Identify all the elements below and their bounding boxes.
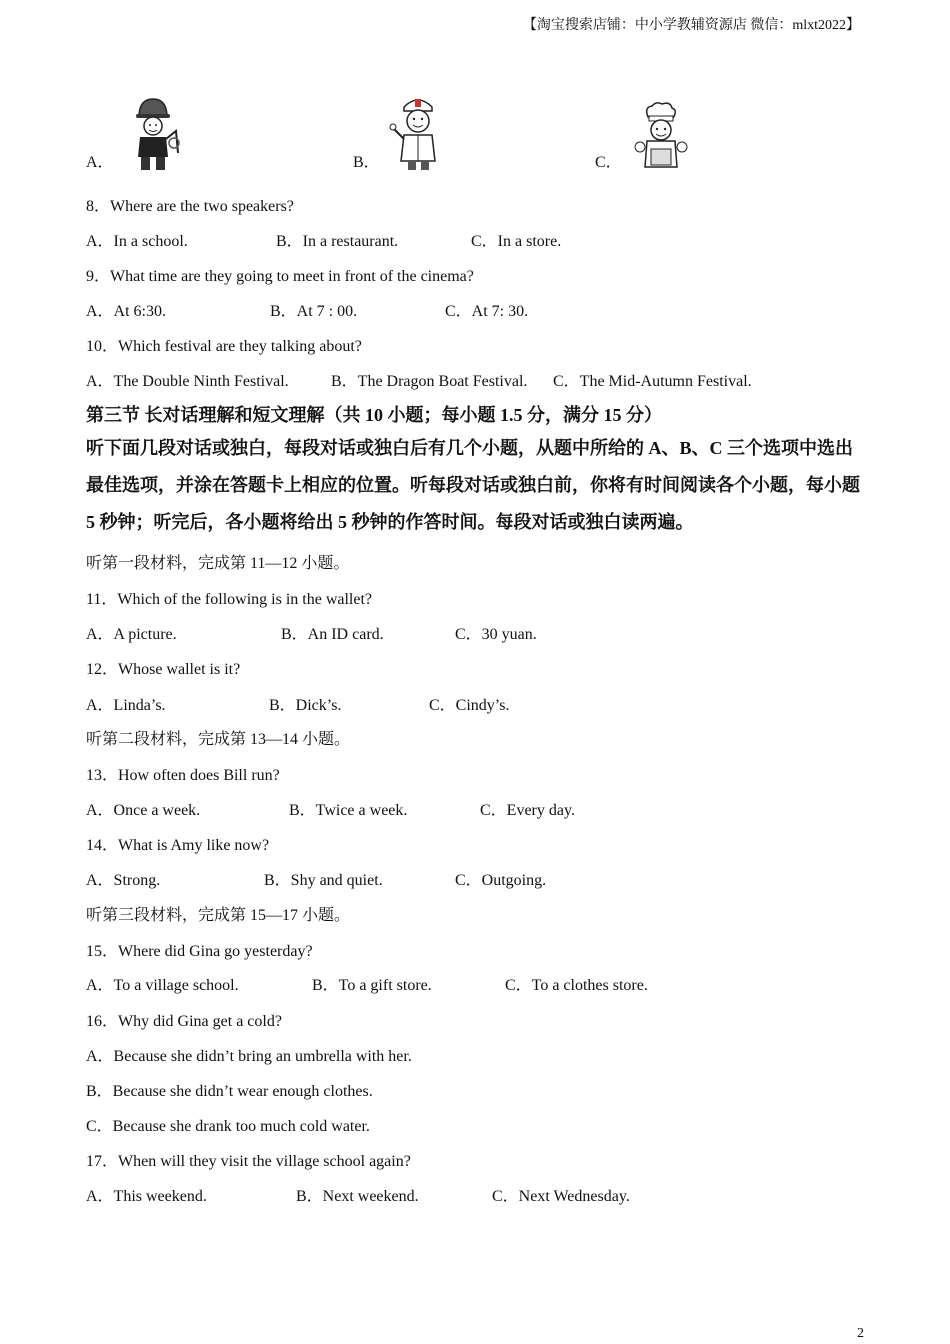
option-a[interactable]: A．A picture. (86, 626, 177, 643)
question-11: 11．Which of the following is in the wallet? (86, 591, 373, 608)
question-13: 13．How often does Bill run? (86, 767, 280, 784)
option-label: C． (595, 154, 622, 171)
option-c[interactable]: C．Outgoing. (455, 872, 547, 889)
question-8-options (86, 228, 561, 251)
option-b[interactable]: B．Shy and quiet. (264, 872, 383, 889)
question-16: 16．Why did Gina get a cold? (86, 1013, 282, 1030)
question-12: 12．Whose wallet is it? (86, 661, 241, 678)
question-10-options (86, 368, 752, 391)
option-label: B． (353, 154, 380, 171)
option-c[interactable]: C．In a store. (471, 233, 562, 250)
part-2-heading: 听第二段材料，完成第 13—14 小题。 (86, 731, 351, 748)
option-a[interactable]: A．In a school. (86, 233, 188, 250)
q7-option-c[interactable] (595, 101, 690, 173)
option-a[interactable]: A．At 6:30. (86, 303, 167, 320)
option-a[interactable]: A．Because she didn’t bring an umbrella with her. (86, 1048, 412, 1065)
option-b[interactable]: B．To a gift store. (312, 977, 432, 994)
option-a[interactable]: A．To a village school. (86, 977, 239, 994)
question-12-options (86, 692, 509, 715)
option-a[interactable]: A．The Double Ninth Festival. (86, 373, 289, 390)
q7-picture-options (86, 78, 866, 173)
question-8: 8．Where are the two speakers? (86, 198, 294, 215)
question-17: 17．When will they visit the village school again? (86, 1153, 411, 1170)
part-1-heading: 听第一段材料，完成第 11—12 小题。 (86, 555, 350, 572)
question-15-options (86, 972, 648, 995)
option-label: A． (86, 154, 114, 171)
question-9-options (86, 298, 528, 321)
option-b[interactable]: B．Dick’s. (269, 697, 342, 714)
question-14-options (86, 867, 546, 890)
option-a[interactable]: A．Strong. (86, 872, 161, 889)
question-13-options (86, 797, 575, 820)
option-b[interactable]: B．In a restaurant. (276, 233, 399, 250)
q7-option-a[interactable] (86, 93, 182, 173)
option-c[interactable]: C．Because she drank too much cold water. (86, 1118, 370, 1135)
part-3-heading: 听第三段材料，完成第 15—17 小题。 (86, 907, 351, 924)
question-17-options (86, 1183, 630, 1206)
question-11-options (86, 621, 537, 644)
question-15: 15．Where did Gina go yesterday? (86, 943, 313, 960)
option-b[interactable]: B．Twice a week. (289, 802, 408, 819)
q7-option-b[interactable] (353, 91, 448, 173)
section-3-title: 第三节 长对话理解和短文理解（共 10 小题；每小题 1.5 分，满分 15 分） (86, 405, 662, 425)
option-c[interactable]: C．Cindy’s. (429, 697, 510, 714)
option-b[interactable]: B．At 7 : 00. (270, 303, 358, 320)
doctor-icon (388, 91, 448, 173)
page-header: 【淘宝搜索店铺：中小学教辅资源店 微信：mlxt2022】 (522, 18, 860, 33)
question-14: 14．What is Amy like now? (86, 837, 270, 854)
chef-icon (630, 101, 690, 173)
option-b[interactable]: B．The Dragon Boat Festival. (331, 373, 528, 390)
option-c[interactable]: C．The Mid-Autumn Festival. (553, 373, 752, 390)
option-c[interactable]: C．At 7: 30. (445, 303, 529, 320)
option-b[interactable]: B．Because she didn’t wear enough clothes. (86, 1083, 373, 1100)
construction-worker-icon (122, 93, 182, 173)
option-a[interactable]: A．This weekend. (86, 1188, 207, 1205)
option-c[interactable]: C．30 yuan. (455, 626, 537, 643)
option-b[interactable]: B．An ID card. (281, 626, 384, 643)
option-c[interactable]: C．To a clothes store. (505, 977, 648, 994)
option-a[interactable]: A．Once a week. (86, 802, 201, 819)
page-number: 2 (857, 1326, 864, 1341)
option-c[interactable]: C．Every day. (480, 802, 575, 819)
question-10: 10．Which festival are they talking about? (86, 338, 362, 355)
question-9: 9．What time are they going to meet in front of the cinema? (86, 268, 474, 285)
section-3-instructions: 听下面几段对话或独白，每段对话或独白后有几个小题，从题中所给的 A、B、C 三个选项中选出最佳选项，并涂在答题卡上相应的位置。听每段对话或独白前，你将有时间阅读各个小题，每小题 5 秒钟；听完后，各小题将给出 5 秒钟的作答时间。每段对话或独白读两遍。 (86, 438, 860, 532)
option-c[interactable]: C．Next Wednesday. (492, 1188, 630, 1205)
option-b[interactable]: B．Next weekend. (296, 1188, 419, 1205)
option-a[interactable]: A．Linda’s. (86, 697, 166, 714)
